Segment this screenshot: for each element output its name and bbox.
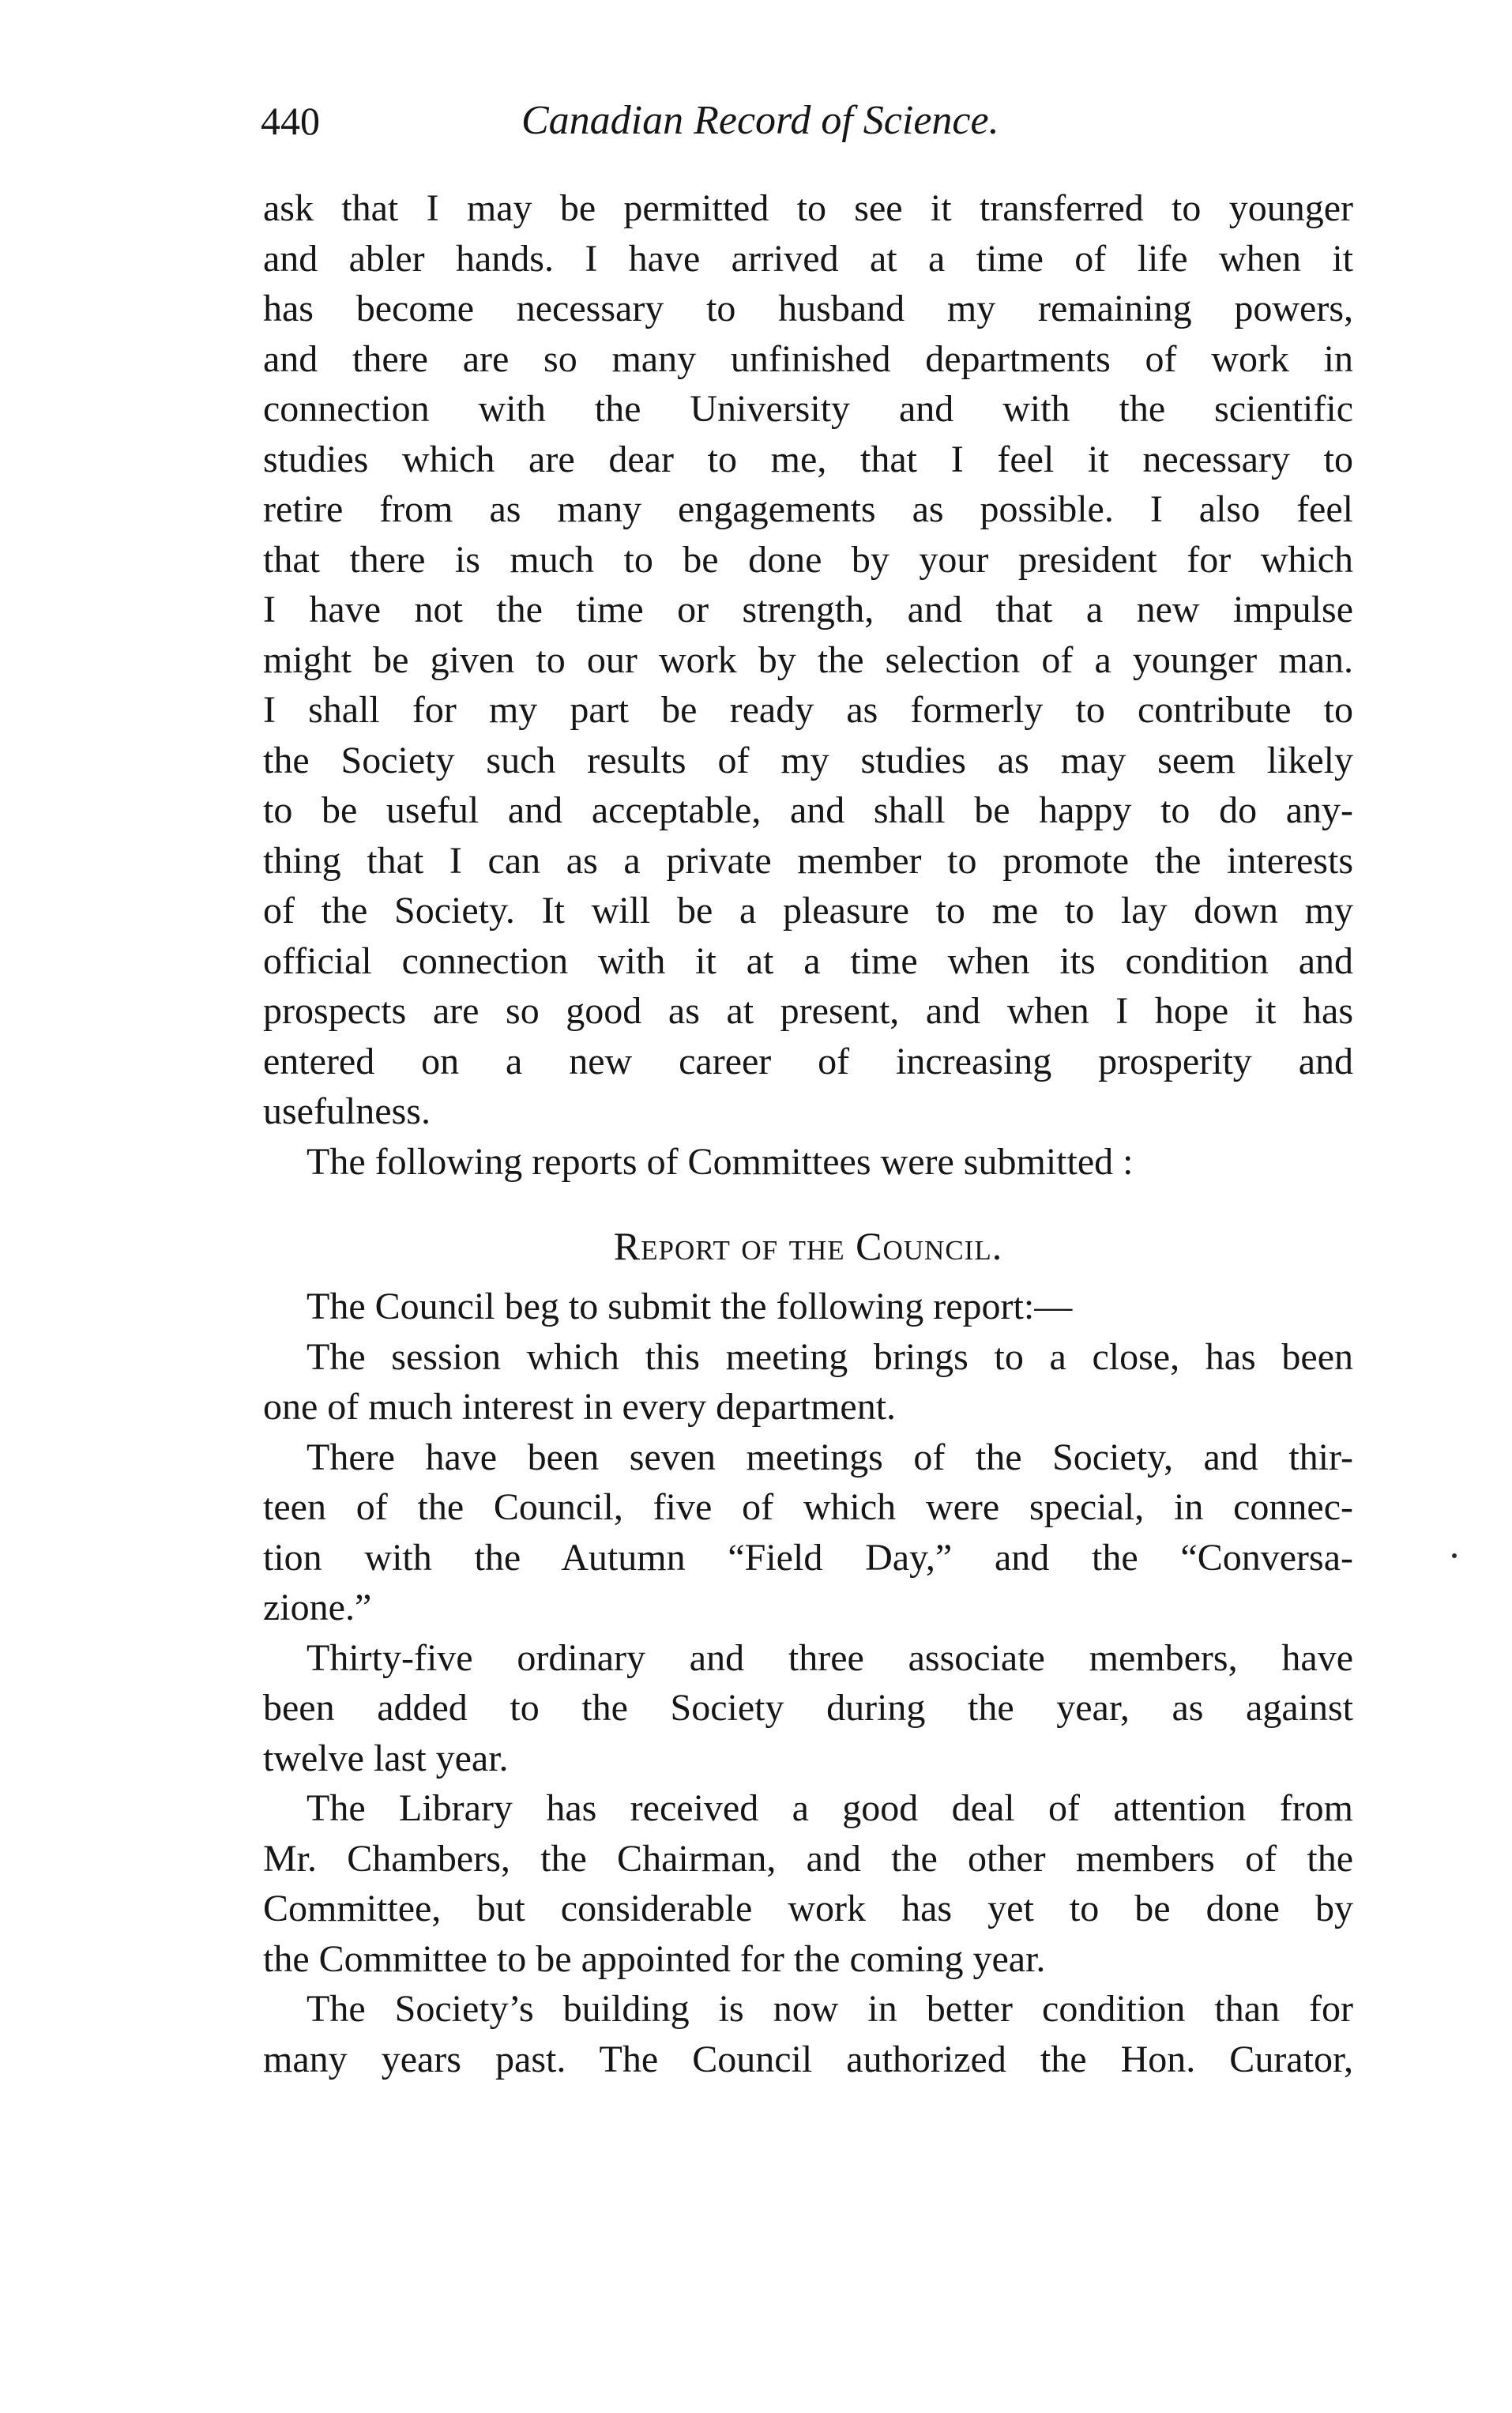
text-line: teen of the Council, five of which were special, in connec- <box>263 1486 1353 1528</box>
journal-title: Canadian Record of Science. <box>521 98 999 143</box>
text-line: official connection with it at a time when its condition and <box>263 939 1353 982</box>
text-line: and abler hands. I have arrived at a time of life when it <box>263 237 1353 280</box>
text-line: There have been seven meetings of the Society, and thir- <box>307 1436 1353 1478</box>
page-number: 440 <box>261 99 320 143</box>
paragraphs-after-heading <box>263 1282 1353 2084</box>
heading-spacer <box>263 1187 1353 1210</box>
text-line: The Council beg to submit the following report:— <box>307 1286 1073 1327</box>
text-line: the Committee to be appointed for the coming year. <box>263 1937 1046 1980</box>
text-line: been added to the Society during the year, as against <box>263 1687 1353 1729</box>
text-line: to be useful and acceptable, and shall be happy to do any- <box>263 789 1353 831</box>
text-line: I shall for my part be ready as formerly to contribute to <box>263 689 1353 731</box>
text-line: Committee, but considerable work has yet to be done by <box>263 1888 1353 1929</box>
margin-speck <box>1452 1553 1457 1558</box>
text-line: and there are so many unfinished departments of work in <box>263 337 1353 380</box>
text-line: the Society such results of my studies as may seem likely <box>263 739 1353 781</box>
text-line: usefulness. <box>263 1090 431 1132</box>
paragraphs-before-heading <box>263 183 1353 1187</box>
paragraph <box>263 1984 1353 2084</box>
text-line: that there is much to be done by your president for which <box>263 538 1353 581</box>
text-line: studies which are dear to me, that I feel it necessary to <box>263 438 1353 480</box>
text-line: zione.” <box>263 1587 372 1628</box>
paragraph <box>263 1432 1353 1633</box>
text-line: The following reports of Committees were submitted : <box>307 1140 1134 1183</box>
body-text <box>263 183 1353 2084</box>
paragraph <box>263 1332 1353 1432</box>
text-line: thing that I can as a private member to promote the interests <box>263 839 1353 882</box>
text-line: The Library has received a good deal of attention from <box>307 1787 1353 1829</box>
paragraph <box>263 1783 1353 1984</box>
text-line: tion with the Autumn “Field Day,” and the “Conversa- <box>263 1536 1353 1579</box>
paragraph <box>263 1282 1353 1332</box>
text-line: The session which this meeting brings to a close, has been <box>307 1335 1353 1378</box>
text-line: retire from as many engagements as possible. I also feel <box>263 488 1353 530</box>
text-line: connection with the University and with the scientific <box>263 388 1353 430</box>
text-line: might be given to our work by the selection of a younger man. <box>263 638 1353 681</box>
text-line: Thirty-five ordinary and three associate members, have <box>307 1636 1353 1679</box>
paragraph <box>263 1633 1353 1784</box>
paragraph <box>263 183 1353 1137</box>
text-line: The Society’s building is now in better condition than for <box>307 1988 1353 2030</box>
paragraph <box>263 1137 1353 1188</box>
text-line: has become necessary to husband my remaining powers, <box>263 288 1353 329</box>
text-line: I have not the time or strength, and that a new impulse <box>263 589 1353 631</box>
text-line: ask that I may be permitted to see it transferred to younger <box>263 187 1353 229</box>
text-line: one of much interest in every department. <box>263 1386 897 1428</box>
text-line: many years past. The Council authorized the Hon. Curator, <box>263 2038 1353 2080</box>
text-line: of the Society. It will be a pleasure to me to lay down my <box>263 890 1353 932</box>
text-line: entered on a new career of increasing prosperity and <box>263 1040 1353 1082</box>
text-line: prospects are so good as at present, and when I hope it has <box>263 990 1353 1032</box>
text-line: Mr. Chambers, the Chairman, and the other members of the <box>263 1837 1353 1880</box>
text-line: twelve last year. <box>263 1737 509 1779</box>
section-heading: Report of the Council. <box>613 1224 1003 1268</box>
running-head <box>261 93 1351 149</box>
